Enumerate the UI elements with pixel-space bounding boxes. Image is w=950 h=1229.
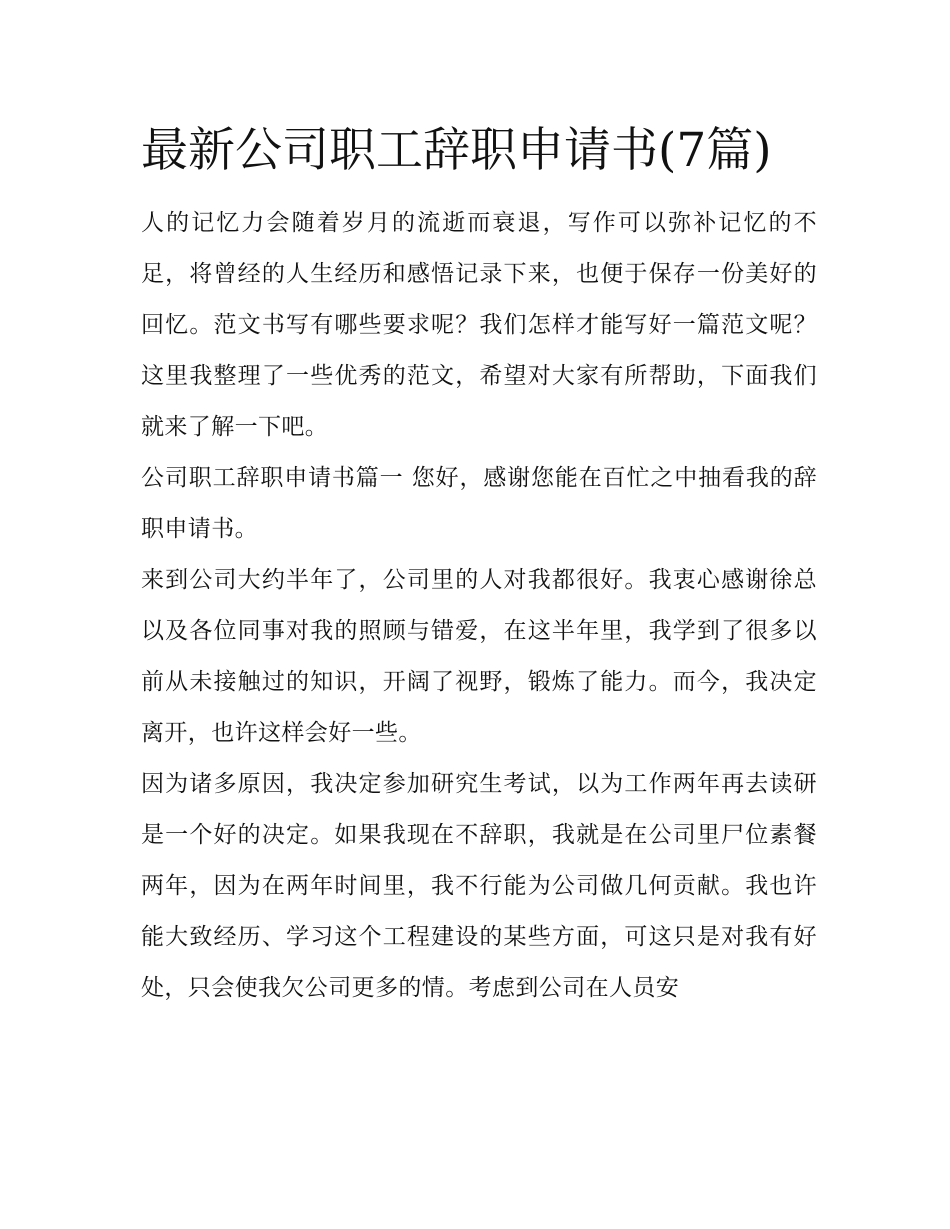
document-body xyxy=(141,112,817,1014)
intro-paragraph: 人的记忆力会随着岁月的流逝而衰退，写作可以弥补记忆的不足，将曾经的人生经历和感悟记录下来，也便于保存一份美好的回忆。范文书写有哪些要求呢？我们怎样才能写好一篇范文呢？这里我整理了一些优秀的范文，希望对大家有所帮助，下面我们就来了解一下吧。 xyxy=(141,210,817,440)
section-one-opening-paragraph: 公司职工辞职申请书篇一 您好，感谢您能在百忙之中抽看我的辞职申请书。 xyxy=(141,465,817,542)
body-paragraph-reason: 因为诸多原因，我决定参加研究生考试，以为工作两年再去读研是一个好的决定。如果我现在不辞职，我就是在公司里尸位素餐两年，因为在两年时间里，我不行能为公司做几何贡献。我也许能大致经历、学习这个工程建设的某些方面，可这只是对我有好处，只会使我欠公司更多的情。考虑到公司在人员安 xyxy=(141,771,817,1001)
document-title: 最新公司职工辞职申请书(7篇) xyxy=(141,123,772,178)
body-paragraph-gratitude: 来到公司大约半年了，公司里的人对我都很好。我衷心感谢徐总以及各位同事对我的照顾与错爱，在这半年里，我学到了很多以前从未接触过的知识，开阔了视野，锻炼了能力。而今，我决定离开，也许这样会好一些。 xyxy=(141,567,817,746)
